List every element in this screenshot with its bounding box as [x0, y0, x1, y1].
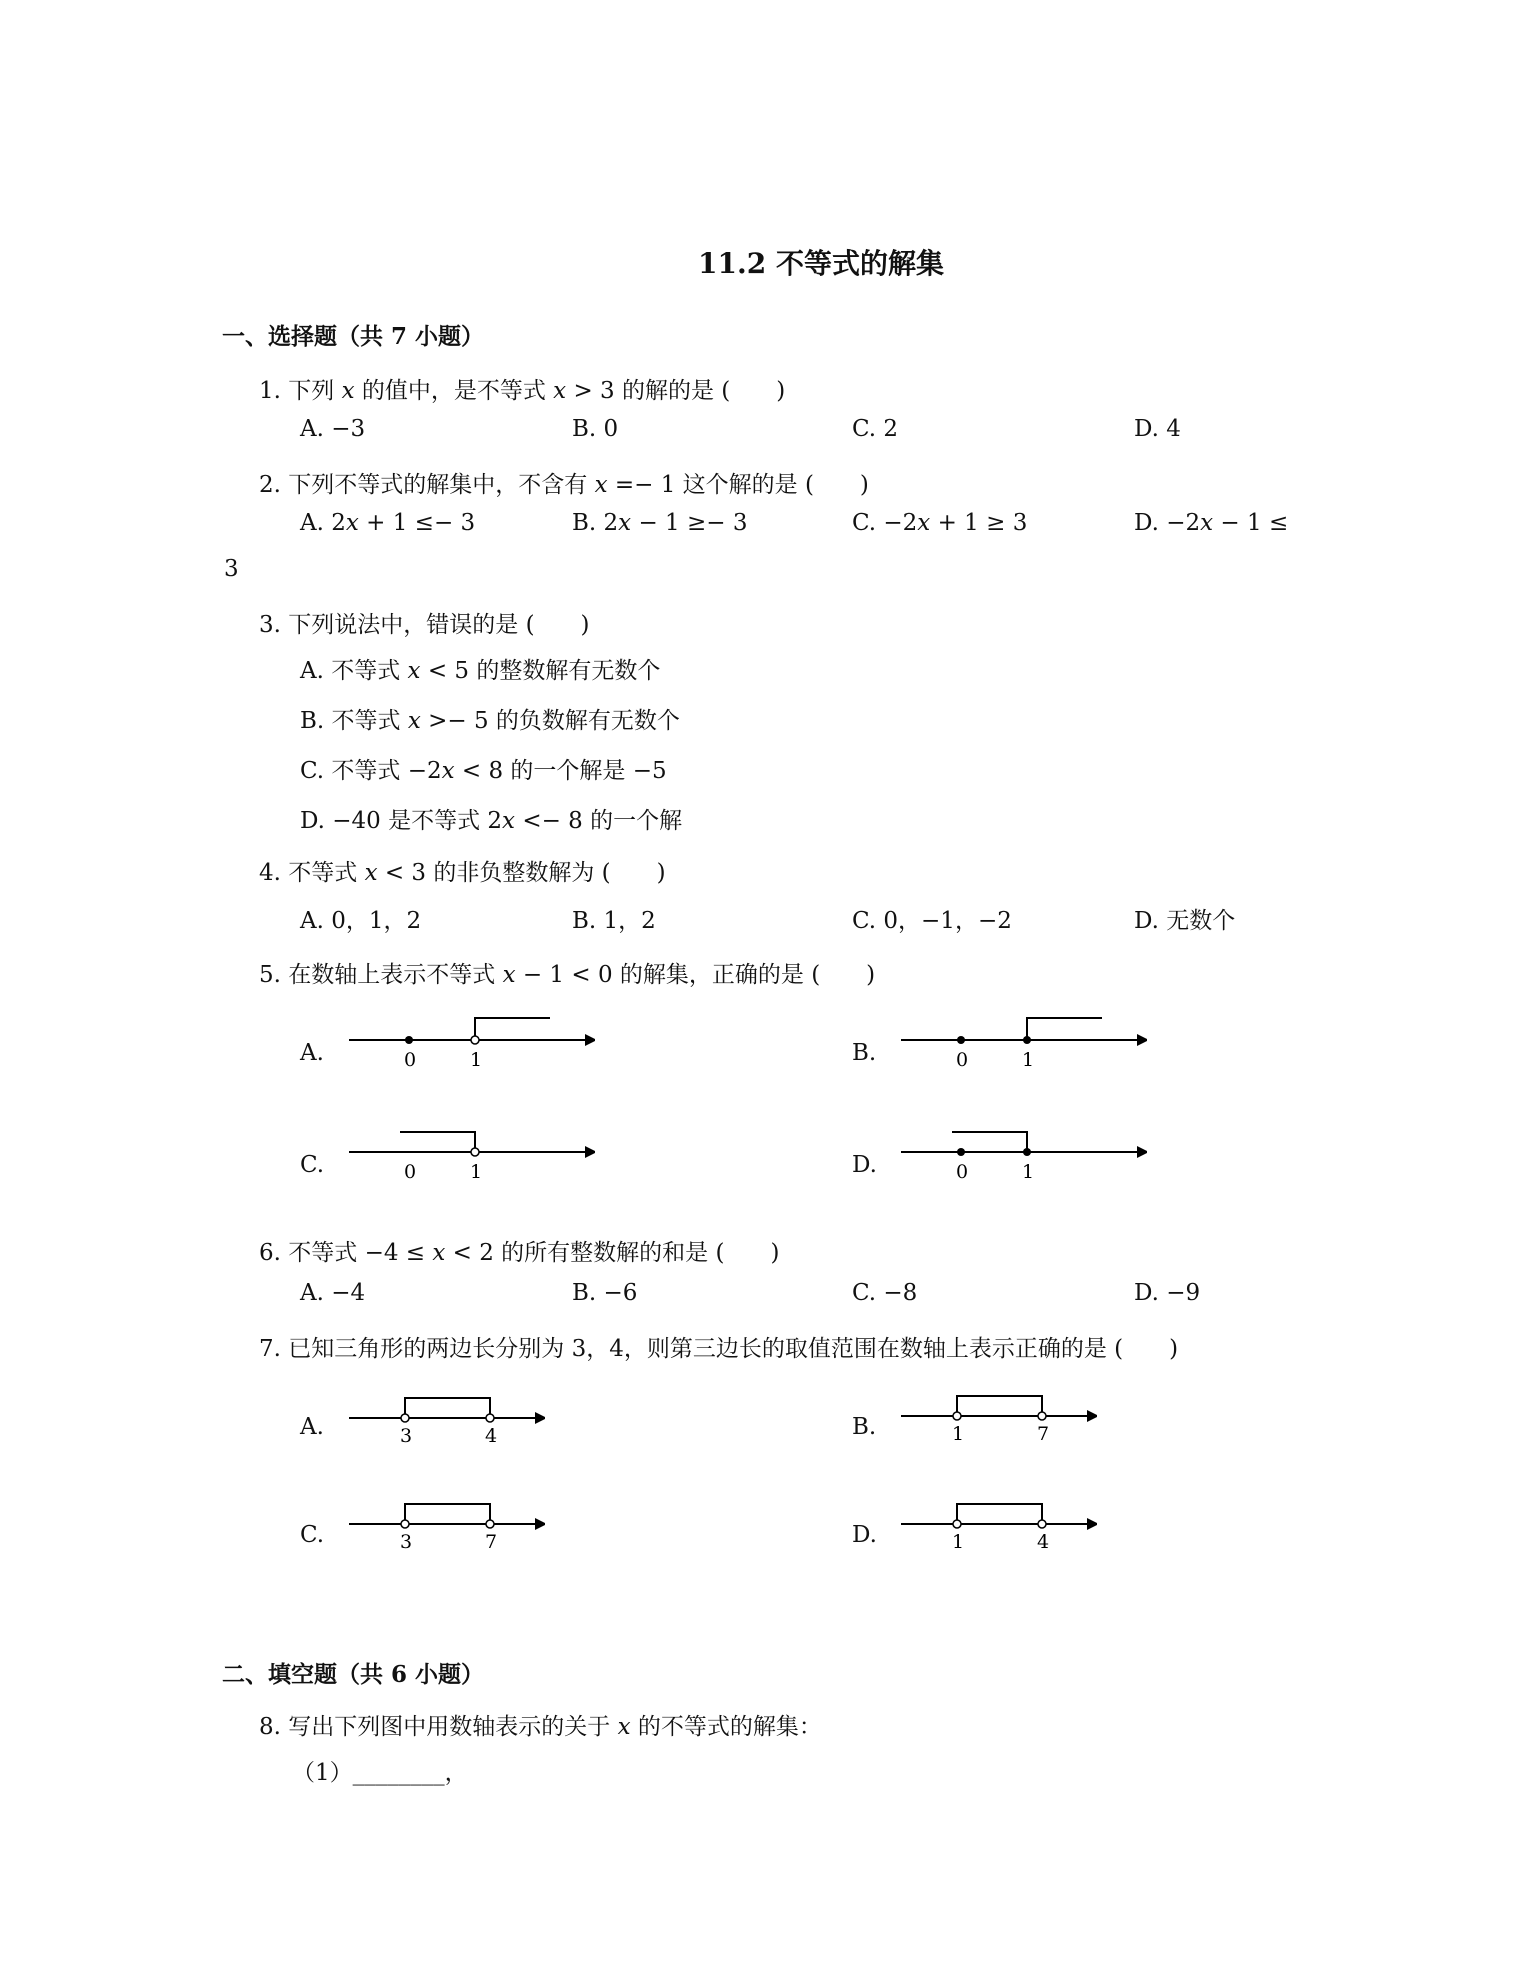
q5-c-tick-1: 1	[470, 1161, 483, 1183]
q5-b-tick-1: 1	[1022, 1049, 1035, 1071]
q4-option-b: B. 1，2	[572, 908, 656, 934]
page-title: 11.2 不等式的解集	[698, 247, 944, 280]
q1-option-b: B. 0	[572, 416, 619, 442]
q5-label-c: C.	[300, 1152, 325, 1178]
q1-option-d: D. 4	[1134, 416, 1181, 442]
q5-d-tick-1: 1	[1022, 1161, 1035, 1183]
q7-d-tick-1: 4	[1037, 1531, 1050, 1553]
arrow-icon	[1087, 1410, 1097, 1422]
q7-b-tick-1: 7	[1037, 1423, 1050, 1445]
question-1-stem: 1. 下列 𝑥 的值中，是不等式 𝑥 > 3 的解的是 ( )	[259, 378, 786, 404]
section-heading-choice: 一、选择题（共 7 小题）	[222, 323, 485, 350]
q2-option-b: B. 2𝑥 − 1 ≥− 3	[572, 510, 748, 536]
q5-b-tick-0: 0	[956, 1049, 969, 1071]
q3-option-c: C. 不等式 −2𝑥 < 8 的一个解是 −5	[300, 758, 667, 784]
q7-c-tick-1: 7	[485, 1531, 498, 1553]
q7-label-a: A.	[300, 1414, 324, 1440]
q6-option-a: A. −4	[300, 1280, 366, 1306]
arrow-icon	[1137, 1146, 1147, 1158]
q4-option-c: C. 0，−1，−2	[852, 908, 1012, 934]
q5-number-line-a	[345, 1010, 595, 1080]
q5-c-tick-0: 0	[404, 1161, 417, 1183]
q2-option-a: A. 2𝑥 + 1 ≤− 3	[300, 510, 476, 536]
q5-number-line-b	[897, 1010, 1147, 1080]
question-6-stem: 6. 不等式 −4 ≤ 𝑥 < 2 的所有整数解的和是 ( )	[259, 1240, 780, 1266]
q6-option-d: D. −9	[1134, 1280, 1201, 1306]
q7-number-line-b	[897, 1386, 1097, 1450]
q2-option-c: C. −2𝑥 + 1 ≥ 3	[852, 510, 1028, 536]
q7-number-line-c	[345, 1494, 545, 1558]
question-4-stem: 4. 不等式 𝑥 < 3 的非负整数解为 ( )	[259, 860, 666, 886]
q6-option-b: B. −6	[572, 1280, 638, 1306]
q1-option-c: C. 2	[852, 416, 899, 442]
q7-number-line-a	[345, 1388, 545, 1452]
question-7-stem: 7. 已知三角形的两边长分别为 3，4，则第三边长的取值范围在数轴上表示正确的是 ( )	[259, 1336, 1179, 1362]
q5-d-tick-0: 0	[956, 1161, 969, 1183]
q3-option-d: D. −40 是不等式 2𝑥 <− 8 的一个解	[300, 808, 683, 834]
q7-label-d: D.	[852, 1522, 877, 1548]
q2-option-d-wrap: 3	[224, 556, 239, 582]
section-heading-fill: 二、填空题（共 6 小题）	[222, 1661, 485, 1688]
arrow-icon	[535, 1518, 545, 1530]
q5-label-a: A.	[300, 1040, 324, 1066]
question-3-stem: 3. 下列说法中，错误的是 ( )	[259, 612, 590, 638]
q2-option-d: D. −2𝑥 − 1 ≤	[1134, 510, 1289, 536]
q7-a-tick-1: 4	[485, 1425, 498, 1447]
arrow-icon	[1087, 1518, 1097, 1530]
q5-a-tick-0: 0	[404, 1049, 417, 1071]
q5-number-line-c	[345, 1122, 595, 1192]
q3-option-a: A. 不等式 𝑥 < 5 的整数解有无数个	[300, 658, 661, 684]
q5-number-line-d	[897, 1122, 1147, 1192]
q7-d-tick-0: 1	[952, 1531, 965, 1553]
q5-a-tick-1: 1	[470, 1049, 483, 1071]
arrow-icon	[585, 1034, 595, 1046]
arrow-icon	[1137, 1034, 1147, 1046]
question-5-stem: 5. 在数轴上表示不等式 𝑥 − 1 < 0 的解集，正确的是 ( )	[259, 962, 876, 988]
q1-option-a: A. −3	[300, 416, 366, 442]
q7-c-tick-0: 3	[400, 1531, 413, 1553]
q5-label-b: B.	[852, 1040, 877, 1066]
q3-option-b: B. 不等式 𝑥 >− 5 的负数解有无数个	[300, 708, 680, 734]
question-8-stem: 8. 写出下列图中用数轴表示的关于 𝑥 的不等式的解集：	[259, 1714, 822, 1740]
arrow-icon	[535, 1412, 545, 1424]
arrow-icon	[585, 1146, 595, 1158]
q7-label-b: B.	[852, 1414, 877, 1440]
question-2-stem: 2. 下列不等式的解集中，不含有 𝑥 =− 1 这个解的是 ( )	[259, 472, 869, 498]
q4-option-d: D. 无数个	[1134, 908, 1236, 934]
q4-option-a: A. 0，1，2	[300, 908, 422, 934]
q7-b-tick-0: 1	[952, 1423, 965, 1445]
q7-label-c: C.	[300, 1522, 325, 1548]
q5-label-d: D.	[852, 1152, 877, 1178]
q7-number-line-d	[897, 1494, 1097, 1558]
q7-a-tick-0: 3	[400, 1425, 413, 1447]
q8-part-1-blank[interactable]: （1）________，	[292, 1760, 468, 1786]
q6-option-c: C. −8	[852, 1280, 918, 1306]
